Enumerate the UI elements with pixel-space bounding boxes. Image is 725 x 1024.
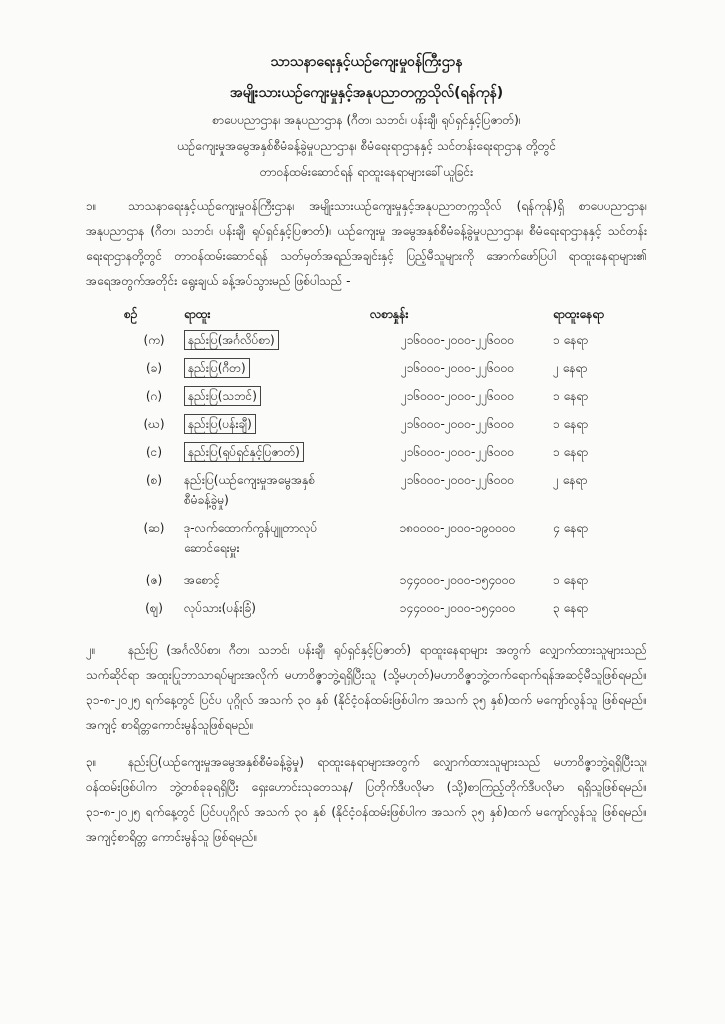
row-no: (ဂ): [145, 389, 163, 403]
row-salary: ၂၁၆၀၀၀-၂၀၀၀-၂၂၆၀၀၀: [400, 473, 515, 487]
header-no: စဉ်: [124, 307, 138, 321]
row-count: ၃ နေရာ: [553, 601, 589, 615]
row-post-text: ဒု-လက်ထောက်ကွန်ပျူတာလုပ်: [184, 521, 318, 535]
row-post: [184, 442, 370, 470]
paragraph-1: [86, 194, 647, 294]
paragraph-3-number: ၃။: [86, 755, 97, 769]
row-post: အစောင့်: [184, 573, 220, 587]
subtitle-line-1: စာပေပညာဌာန၊ အနုပညာဌာန (ဂီတ၊ သဘင်၊ ပန်းချီ၊ ရုပ်ရှင်နှင့်ပြဇာတ်)၊: [212, 113, 521, 127]
row-count: ၁ နေရာ: [553, 333, 589, 347]
row-no: (ဃ): [143, 417, 165, 431]
header-count: ရာထူးနေရာ: [553, 307, 605, 321]
row-post-text: နည်းပြ(ရုပ်ရှင်နှင့်ပြဇာတ်): [184, 442, 304, 462]
table-row: [124, 570, 633, 598]
row-salary: ၁၄၄၀၀၀-၂၀၀၀-၁၅၄၀၀၀: [399, 573, 516, 587]
row-post-text-line-2: ဆောင်ရေးမှူး: [184, 541, 240, 555]
paragraph-2-text: နည်းပြ (အင်္ဂလိပ်စာ၊ ဂီတ၊ သဘင်၊ ပန်းချီ၊ ရုပ်ရှင်နှင့်ပြဇာတ်) ရာထူးနေရာများ အတွက် လျှောက်ထားသူများသည် သက်ဆိုင်ရာ အထူးပြုဘာသာရပ်များအလိုက် မဟာဝိဇ္ဇာဘွဲ့ရရှိပြီးသူ (သို့မဟုတ်)မဟာဝိဇ္ဇာဘွဲ့တက်ရောက်ရန်အဆင့်မီသူဖြစ်ရမည်။ ၃၁-၈-၂၀၂၅ ရက်နေ့တွင် ပြင်ပ ပုဂ္ဂိုလ် အသက် ၃၀ နှစ် (နိုင်ငံ့ဝန်ထမ်းဖြစ်ပါက အသက် ၃၅ နှစ်)ထက် မကျော်လွန်သူ ဖြစ်ရမည်။ အကျင့် စာရိတ္တကောင်းမွန်သူဖြစ်ရမည်။: [86, 643, 647, 732]
row-salary: ၁၈၀၀၀၀-၂၀၀၀-၁၉၀၀၀၀: [399, 521, 516, 535]
table-row: [124, 358, 633, 386]
table-row: [124, 470, 633, 518]
paragraph-2: [86, 638, 647, 738]
paragraph-3-text: နည်းပြ(ယဉ်ကျေးမှုအမွေအနှစ်စီမံခန့်ခွဲမှု) ရာထူးနေရာများအတွက် လျှောက်ထားသူများသည် မဟာဝိဇ္ဇာဘွဲ့ရရှိပြီးသူ၊ ဝန်ထမ်းဖြစ်ပါက ဘွဲ့တစ်ခုခုရရှိပြီး ရှေးဟောင်းသုတေသန/ ပြတိုက်ဒီပလိုမာ (သို့)စာကြည့်တိုက်ဒီပလိုမာ ရရှိသူဖြစ်ရမည်။ ၃၁-၈-၂၀၂၅ ရက်နေ့တွင် ပြင်ပပုဂ္ဂိုလ် အသက် ၃၀ နှစ် (နိုင်ငံ့ဝန်ထမ်းဖြစ်ပါက အသက် ၃၅ နှစ်)ထက် မကျော်လွန်သူ ဖြစ်ရမည်။ အကျင့်စာရိတ္တ ကောင်းမွန်သူ ဖြစ်ရမည်။: [86, 755, 647, 844]
row-count: ၁ နေရာ: [553, 573, 589, 587]
row-post: [184, 470, 370, 518]
row-post-text: နည်းပြ(ပန်းချီ): [184, 414, 256, 434]
header-salary: လစာနှုန်း: [370, 307, 409, 321]
subtitle-line-2: ယဉ်ကျေးမှုအမွေအနှစ်စီမံခန့်ခွဲမှုပညာဌာန၊ စီမံရေးရာဌာနနှင့် သင်တန်းရေးရာဌာန တို့တွင်: [176, 139, 557, 153]
paragraph-1-number: ၁။: [86, 199, 97, 213]
row-count: ၂ နေရာ: [553, 473, 588, 487]
row-no: (င): [145, 445, 163, 459]
positions-table: [124, 304, 633, 626]
table-row: [124, 518, 633, 570]
row-post-text: နည်းပြ(သဘင်): [184, 386, 261, 406]
subtitle-line-3: တာဝန်ထမ်းဆောင်ရန် ရာထူးနေရာများခေါ်ယူခြင်း: [259, 165, 474, 179]
row-post-text: နည်းပြ(ယဉ်ကျေးမှုအမွေအနှစ်: [184, 473, 316, 487]
table-row: [124, 598, 633, 626]
row-count: ၁ နေရာ: [553, 445, 589, 459]
row-no: (က): [143, 333, 165, 347]
table-row: [124, 414, 633, 442]
row-no: (ဇ): [145, 573, 163, 587]
paragraph-3: [86, 750, 647, 850]
header-post: ရာထူး: [184, 307, 211, 321]
paragraph-2-number: ၂။: [86, 643, 96, 657]
document-header: [86, 0, 647, 182]
row-no: (စ): [145, 473, 163, 487]
row-count: ၁ နေရာ: [553, 417, 589, 431]
row-no: (ဆ): [143, 521, 165, 535]
row-salary: ၂၁၆၀၀၀-၂၀၀၀-၂၂၆၀၀၀: [400, 445, 515, 459]
row-count: ၄ နေရာ: [553, 521, 589, 535]
row-salary: ၂၁၆၀၀၀-၂၀၀၀-၂၂၆၀၀၀: [400, 333, 515, 347]
row-no: (ဈ): [145, 601, 163, 615]
table-header-row: [124, 304, 633, 330]
row-post: [184, 518, 370, 570]
row-post: လုပ်သား(ပန်းခြံ): [184, 601, 256, 615]
row-salary: ၁၄၄၀၀၀-၂၀၀၀-၁၅၄၀၀၀: [399, 601, 516, 615]
row-post-text: နည်းပြ(အင်္ဂလိပ်စာ): [184, 330, 279, 350]
row-count: ၁ နေရာ: [553, 389, 589, 403]
row-post: [184, 358, 370, 386]
university-title: အမျိုးသားယဉ်ကျေးမှုနှင့်အနုပညာတက္ကသိုလ်(ရန်ကုန်): [229, 85, 504, 101]
row-count: ၂ နေရာ: [553, 361, 588, 375]
row-post: [184, 414, 370, 442]
row-post-text-line-2: စီမံခန့်ခွဲမှု): [184, 493, 229, 507]
ministry-title: သာသနာရေးနှင့်ယဉ်ကျေးမှုဝန်ကြီးဌာန: [270, 54, 463, 70]
table-row: [124, 442, 633, 470]
table-row: [124, 386, 633, 414]
row-salary: ၂၁၆၀၀၀-၂၀၀၀-၂၂၆၀၀၀: [400, 361, 515, 375]
row-salary: ၂၁၆၀၀၀-၂၀၀၀-၂၂၆၀၀၀: [400, 389, 515, 403]
table-row: [124, 330, 633, 358]
row-post-text: နည်းပြ(ဂီတ): [184, 358, 250, 378]
row-post: [184, 386, 370, 414]
paragraph-1-text: သာသနာရေးနှင့်ယဉ်ကျေးမှုဝန်ကြီးဌာန၊ အမျိုးသားယဉ်ကျေးမှုနှင့်အနုပညာတက္ကသိုလ် (ရန်ကုန်)ရှိ စာပေပညာဌာန၊ အနုပညာဌာန (ဂီတ၊ သဘင်၊ ပန်းချီ၊ ရုပ်ရှင်နှင့်ပြဇာတ်)၊ ယဉ်ကျေးမှု အမွေအနှစ်စီမံခန့်ခွဲမှုပညာဌာန၊ စီမံရေးရာဌာနနှင့် သင်တန်းရေးရာဌာနတို့တွင် တာဝန်ထမ်းဆောင်ရန် သတ်မှတ်အရည်အချင်းနှင့် ပြည့်မီသူများကို အောက်ဖော်ပြပါ ရာထူးနေရာများ၏ အရေအတွက်အတိုင်း ရွေးချယ် ခန့်အပ်သွားမည် ဖြစ်ပါသည် -: [86, 199, 647, 288]
row-post: [184, 330, 370, 358]
row-no: (ခ): [145, 361, 163, 375]
row-salary: ၂၁၆၀၀၀-၂၀၀၀-၂၂၆၀၀၀: [400, 417, 515, 431]
